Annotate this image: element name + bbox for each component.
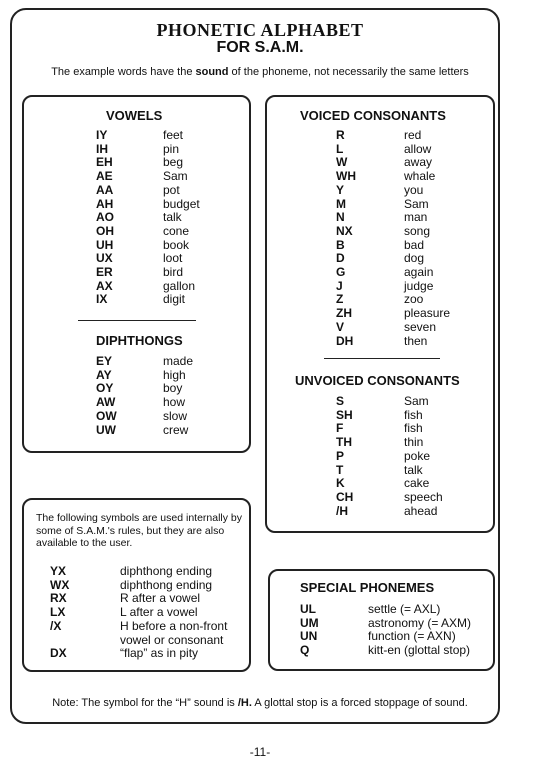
example-text: pot [163, 182, 180, 197]
phoneme-symbol: G [336, 265, 346, 280]
example-text: thin [404, 435, 424, 450]
phoneme-symbol: AO [96, 210, 114, 225]
example-text: beg [163, 155, 184, 170]
voiced-row [336, 170, 450, 184]
phoneme-symbol: L [336, 141, 344, 156]
phoneme-symbol: EH [96, 155, 113, 170]
example-text: vowel or consonant [120, 632, 224, 647]
phoneme-symbol: OW [96, 408, 117, 423]
example-text: pleasure [404, 306, 451, 321]
phoneme-symbol: D [336, 251, 345, 266]
diphthong-row [96, 424, 193, 438]
internal-symbols-intro: The following symbols are used internally by some of S.A.M.'s rules, but they are also available to the user. [36, 512, 243, 549]
example-text: again [404, 265, 434, 280]
example-text: function (= AXN) [368, 629, 456, 644]
intro-text-bold: sound [195, 66, 229, 78]
example-text: seven [404, 319, 437, 334]
phoneme-symbol [50, 634, 120, 648]
unvoiced-row [336, 436, 443, 450]
phoneme-symbol: ER [96, 265, 113, 280]
example-text: dog [404, 251, 425, 266]
phoneme-symbol: AY [96, 367, 112, 382]
example-text: made [163, 354, 194, 368]
intro-text-end: of the phoneme, not necessarily the same letters [228, 66, 469, 78]
internal-symbol-row [50, 634, 227, 648]
voiced-row [336, 307, 450, 321]
example-text: boy [163, 381, 183, 396]
phoneme-symbol: SH [336, 407, 353, 422]
example-text: Sam [163, 169, 188, 184]
unvoiced-row [336, 409, 443, 423]
example-text: R after a vowel [120, 591, 201, 606]
example-text: crew [163, 422, 189, 437]
unvoiced-row [336, 464, 443, 478]
unvoiced-row [336, 477, 443, 491]
diphthong-row [96, 396, 193, 410]
intro-text-start: The example words have the [51, 66, 196, 78]
example-text: man [404, 210, 428, 225]
example-text: talk [163, 210, 182, 225]
phoneme-symbol: OH [96, 223, 114, 238]
phoneme-symbol: B [336, 237, 345, 252]
example-text: “flap” as in pity [120, 646, 199, 661]
phoneme-symbol: UW [96, 422, 116, 437]
diphthong-row [96, 355, 193, 369]
phoneme-symbol: LX [50, 605, 66, 620]
special-phoneme-row [300, 630, 471, 644]
diphthong-row [96, 382, 193, 396]
consonants-divider [324, 358, 440, 359]
example-text: judge [404, 278, 434, 293]
phoneme-symbol: T [336, 462, 344, 477]
vowel-row [96, 280, 200, 294]
vowel-row [96, 184, 200, 198]
example-text: diphthong ending [120, 564, 213, 578]
vowel-row [96, 239, 200, 253]
voiced-row [336, 211, 450, 225]
page-subtitle-title: FOR S.A.M. [216, 39, 304, 56]
phoneme-symbol: AE [96, 169, 113, 184]
phoneme-symbol: AW [96, 395, 116, 410]
example-text: allow [404, 141, 432, 156]
diphthong-row [96, 410, 193, 424]
voiced-row [336, 280, 450, 294]
voiced-row [336, 293, 450, 307]
unvoiced-row [336, 450, 443, 464]
internal-symbol-row [50, 606, 227, 620]
vowel-row [96, 143, 200, 157]
voiced-heading: VOICED CONSONANTS [300, 108, 446, 123]
phoneme-symbol: AA [96, 182, 114, 197]
vowel-row [96, 211, 200, 225]
phoneme-symbol: /X [50, 618, 62, 633]
special-heading: SPECIAL PHONEMES [300, 580, 435, 595]
vowel-row [96, 225, 200, 239]
footnote-bold: /H. [237, 697, 252, 709]
internal-symbol-row [50, 579, 227, 593]
example-text: pin [163, 141, 180, 156]
intro-line [0, 66, 520, 78]
special-phoneme-row [300, 644, 471, 658]
vowel-row [96, 266, 200, 280]
example-text: then [404, 333, 428, 348]
phoneme-symbol: Q [300, 643, 310, 658]
example-text: loot [163, 251, 183, 266]
example-text: away [404, 155, 433, 170]
voiced-row [336, 184, 450, 198]
voiced-row [336, 321, 450, 335]
phoneme-symbol: CH [336, 489, 354, 504]
example-text: bad [404, 237, 425, 252]
unvoiced-list [336, 395, 443, 518]
example-text: L after a vowel [120, 605, 198, 620]
phoneme-symbol: UL [300, 602, 316, 616]
phoneme-symbol: N [336, 210, 345, 225]
vowel-row [96, 170, 200, 184]
phoneme-symbol: W [336, 155, 348, 170]
voiced-row [336, 198, 450, 212]
phoneme-symbol: IH [96, 141, 108, 156]
footnote-end: A glottal stop is a forced stoppage of sound. [251, 697, 468, 709]
phoneme-symbol: V [336, 319, 345, 334]
phoneme-symbol: UM [300, 615, 319, 630]
vowel-row [96, 293, 200, 307]
example-text: astronomy (= AXM) [368, 615, 472, 630]
vowels-list [96, 129, 200, 307]
example-text: fish [404, 407, 423, 422]
phoneme-symbol: WH [336, 169, 356, 184]
phoneme-symbol: EY [96, 354, 113, 368]
voiced-row [336, 335, 450, 349]
phoneme-symbol: DX [50, 646, 67, 661]
phoneme-symbol: NX [336, 223, 353, 238]
example-text: poke [404, 448, 431, 463]
example-text: settle (= AXL) [368, 602, 441, 616]
unvoiced-row [336, 422, 443, 436]
example-text: H before a non-front [120, 618, 228, 633]
vowel-row [96, 129, 200, 143]
internal-symbol-row [50, 592, 227, 606]
vowels-divider [78, 320, 196, 321]
page-number: -11- [249, 745, 271, 759]
phoneme-symbol: S [336, 394, 345, 408]
vowel-row [96, 252, 200, 266]
example-text: book [163, 237, 190, 252]
unvoiced-row [336, 505, 443, 519]
internal-symbol-row [50, 565, 227, 579]
voiced-row [336, 266, 450, 280]
voiced-row [336, 156, 450, 170]
example-text: budget [163, 196, 200, 211]
example-text: gallon [163, 278, 196, 293]
voiced-row [336, 239, 450, 253]
example-text: song [404, 223, 431, 238]
example-text: Sam [404, 394, 429, 408]
phoneme-symbol: UH [96, 237, 114, 252]
diphthongs-heading: DIPHTHONGS [96, 333, 183, 348]
internal-symbols-list [50, 565, 227, 661]
example-text: red [404, 128, 422, 142]
phoneme-symbol: UX [96, 251, 113, 266]
phoneme-symbol: F [336, 421, 344, 436]
phoneme-symbol: /H [336, 503, 348, 518]
example-text: cake [404, 476, 430, 491]
example-text: Sam [404, 196, 429, 211]
phoneme-symbol: YX [50, 564, 67, 578]
phoneme-symbol: DH [336, 333, 354, 348]
footnote [0, 697, 520, 709]
voiced-row [336, 129, 450, 143]
internal-symbol-row [50, 647, 227, 661]
phoneme-symbol: IX [96, 292, 108, 307]
example-text: feet [163, 128, 184, 142]
vowels-heading: VOWELS [106, 108, 163, 123]
diphthong-row [96, 369, 193, 383]
example-text: high [163, 367, 186, 382]
phoneme-symbol: AX [96, 278, 113, 293]
phoneme-symbol: ZH [336, 306, 352, 321]
example-text: how [163, 395, 186, 410]
phoneme-symbol: J [336, 278, 343, 293]
example-text: you [404, 182, 424, 197]
unvoiced-row [336, 395, 443, 409]
phoneme-symbol: AH [96, 196, 114, 211]
vowel-row [96, 198, 200, 212]
footnote-start: Note: The symbol for the “H” sound is [52, 697, 238, 709]
example-text: fish [404, 421, 423, 436]
phoneme-symbol: WX [50, 577, 70, 592]
voiced-list [336, 129, 450, 348]
internal-symbol-row [50, 620, 227, 634]
diphthongs-list [96, 355, 193, 437]
phoneme-symbol: M [336, 196, 346, 211]
example-text: ahead [404, 503, 438, 518]
unvoiced-row [336, 491, 443, 505]
special-phoneme-row [300, 617, 471, 631]
example-text: bird [163, 265, 184, 280]
phoneme-symbol: RX [50, 591, 67, 606]
voiced-row [336, 225, 450, 239]
voiced-row [336, 252, 450, 266]
example-text: whale [404, 169, 436, 184]
special-phoneme-row [300, 603, 471, 617]
phoneme-symbol: R [336, 128, 345, 142]
special-phonemes-list [300, 603, 471, 658]
page-title: PHONETIC ALPHABET [156, 20, 364, 40]
phoneme-symbol: OY [96, 381, 114, 396]
example-text: zoo [404, 292, 424, 307]
phoneme-symbol: TH [336, 435, 352, 450]
example-text: digit [163, 292, 186, 307]
example-text: speech [404, 489, 443, 504]
voiced-row [336, 143, 450, 157]
vowel-row [96, 156, 200, 170]
phoneme-symbol: IY [96, 128, 108, 142]
phoneme-symbol: UN [300, 629, 318, 644]
phoneme-symbol: K [336, 476, 345, 491]
phoneme-symbol: P [336, 448, 345, 463]
example-text: diphthong ending [120, 577, 213, 592]
example-text: cone [163, 223, 190, 238]
phoneme-symbol: Z [336, 292, 344, 307]
phoneme-symbol: Y [336, 182, 345, 197]
unvoiced-heading: UNVOICED CONSONANTS [295, 373, 460, 388]
example-text: kitt-en (glottal stop) [368, 643, 471, 658]
example-text: slow [163, 408, 188, 423]
example-text: talk [404, 462, 423, 477]
